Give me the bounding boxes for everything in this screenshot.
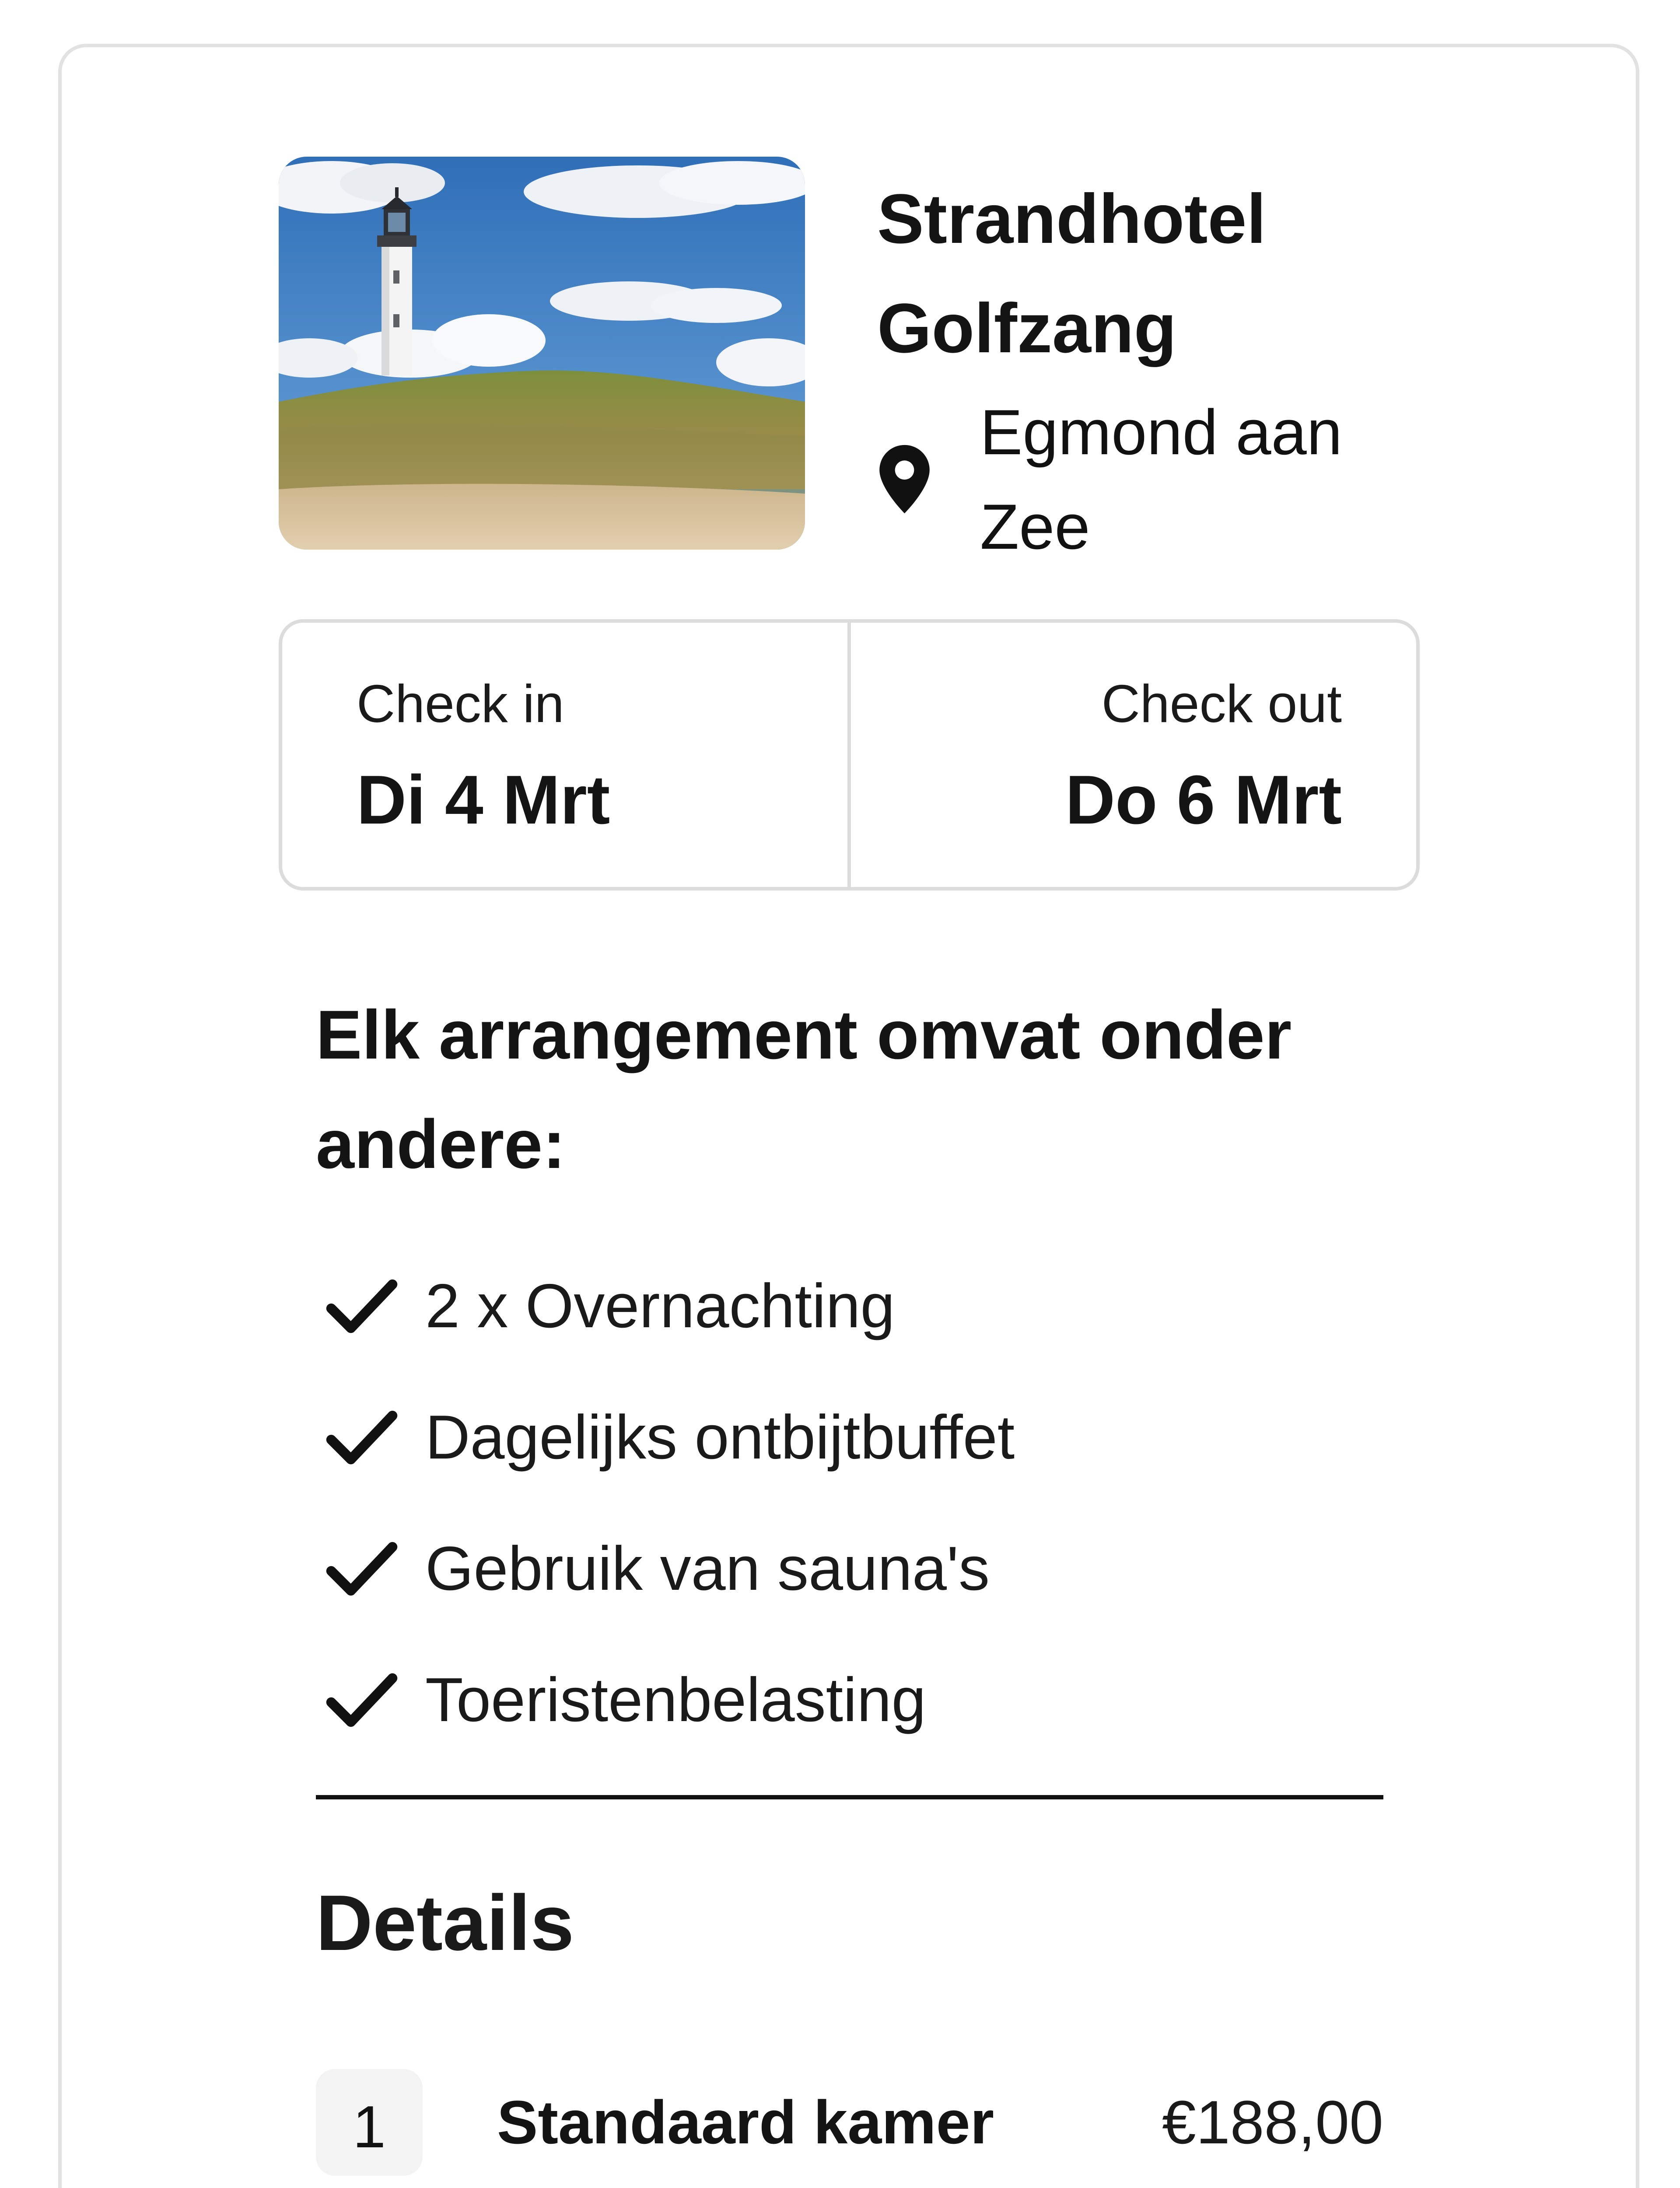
location-text: Egmond aan Zee — [980, 396, 1342, 562]
hotel-name: Strandhotel Golfzang — [877, 179, 1266, 367]
section-divider — [316, 1795, 1383, 1799]
check-out-label: Check out — [1101, 674, 1342, 733]
checkmark-icon — [325, 1538, 399, 1599]
check-in[interactable] — [282, 623, 847, 887]
checkmark-icon — [325, 1276, 399, 1337]
include-item-label: Dagelijks ontbijtbuffet — [425, 1403, 1015, 1472]
room-quantity-badge: 1 — [316, 2069, 423, 2176]
map-pin-icon — [877, 442, 932, 516]
check-in-label: Check in — [357, 674, 564, 733]
hotel-photo — [279, 157, 805, 550]
room-price: €188,00 — [1162, 2088, 1383, 2156]
hotel-location — [877, 385, 1621, 574]
include-item-label: Toeristenbelasting — [425, 1665, 926, 1735]
check-out[interactable] — [847, 623, 1416, 887]
includes-title: Elk arrangement omvat onder andere: — [316, 996, 1292, 1183]
includes-list — [316, 1241, 1453, 1766]
checkmark-icon — [325, 1669, 399, 1731]
checkmark-icon — [325, 1407, 399, 1468]
list-item — [316, 1241, 1453, 1372]
lighthouse-dunes-photo-icon — [279, 157, 805, 550]
list-item — [316, 1503, 1453, 1634]
include-item-label: 2 x Overnachting — [425, 1271, 895, 1341]
details-title: Details — [316, 1879, 574, 1967]
room-line — [316, 2069, 1383, 2176]
check-in-date: Di 4 Mrt — [357, 761, 610, 838]
list-item — [316, 1372, 1453, 1503]
room-name: Standaard kamer — [497, 2088, 994, 2156]
stay-dates — [279, 619, 1420, 891]
include-item-label: Gebruik van sauna's — [425, 1534, 990, 1603]
check-out-date: Do 6 Mrt — [1065, 761, 1342, 838]
list-item — [316, 1634, 1453, 1766]
